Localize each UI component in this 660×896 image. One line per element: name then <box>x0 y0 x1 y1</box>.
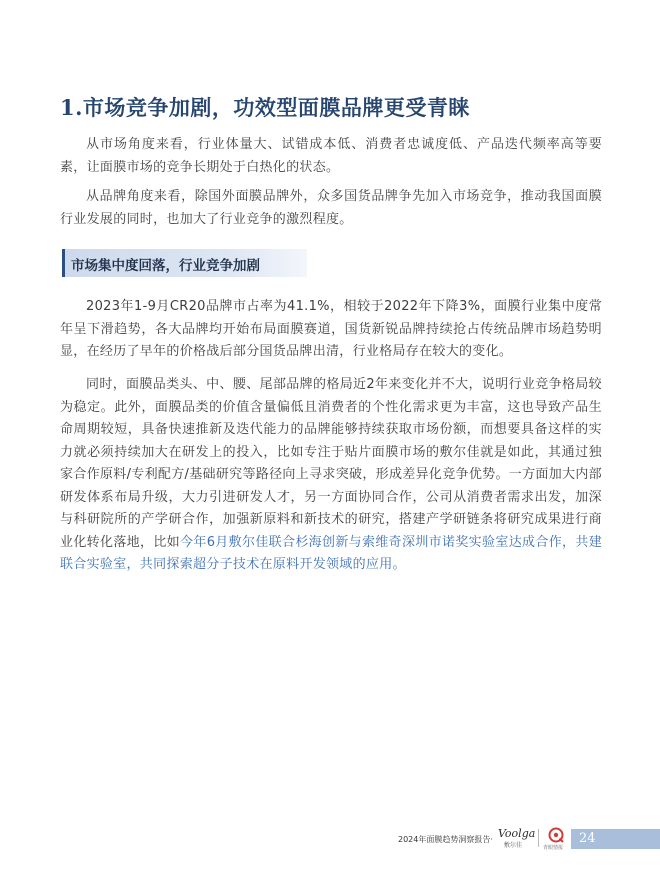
intro-paragraph-market: 从市场角度来看，行业体量大、试错成本低、消费者忠诚度低、产品迭代频率高等要素，让面膜市场的竞争长期处于白热化的状态。 <box>60 137 602 175</box>
partner-label: 青眼情报 <box>543 845 564 851</box>
page-number: 24 <box>579 831 596 846</box>
page-number-box <box>571 829 660 849</box>
subsection-heading-bar <box>62 249 307 277</box>
brand-name-cn: 敷尔佳 <box>504 842 523 849</box>
paragraph-market-concentration: 2023年1-9月CR20品牌市占率为41.1%，相较于2022年下降3%，面膜行业集中度常年呈下滑趋势，各大品牌均开始布局面膜赛道，国货新锐品牌持续抢占传统品牌市场趋势明显，在经历了早年的价格战后部分国货品牌出清，行业格局存在较大的变化。 <box>60 299 602 359</box>
partner-eye-icon <box>548 827 564 843</box>
subsection-heading: 市场集中度回落，行业竞争加剧 <box>71 258 260 274</box>
intro-paragraph-brand: 从品牌角度来看，除国外面膜品牌外，众多国货品牌争先加入市场竞争，推动我国面膜行业发展的同时，也加大了行业竞争的激烈程度。 <box>60 189 602 227</box>
brand-logo <box>498 827 534 849</box>
section-title: 1.市场竞争加剧，功效型面膜品牌更受青睐 <box>60 95 470 120</box>
footer-report-title: 2024年面膜趋势洞察报告· <box>398 835 493 844</box>
paragraph-main-text: 同时，面膜品类头、中、腰、尾部品牌的格局近2年来变化并不大，说明行业竞争格局较为稳定。此外，面膜品类的价值含量偏低且消费者的个性化需求更为丰富，这也导致产品生命周期较短，具备快速推新及迭代能力的品牌能够持续获取市场份额，而想要具备这样的实力就必须持续加大在研发上的投入，比如专注于贴片面膜市场的敷尔佳就是如此，其通过独家合作原料/专利配方/基础研究等路径向上寻求突破，形成差异化竞争优势。一方面加大内部研发体系布局升级，大力引进研发人才，另一方面协同合作，公司从消费者需求出发，加深与科研院所的产学研合作，加强新原料和新技术的研究，搭建产学研链条将研究成果进行商业化转化落地，比如 <box>60 377 602 550</box>
footer-divider <box>538 829 539 847</box>
brand-name: Voolga <box>498 827 536 840</box>
highlighted-collaboration-text: 今年6月敷尔佳联合杉海创新与索维奇深圳市诺奖实验室达成合作，共建联合实验室，共同探索超分子技术在原料开发领域的应用。 <box>60 534 603 572</box>
partner-logo <box>543 827 569 851</box>
paragraph-competition-landscape <box>60 374 602 577</box>
